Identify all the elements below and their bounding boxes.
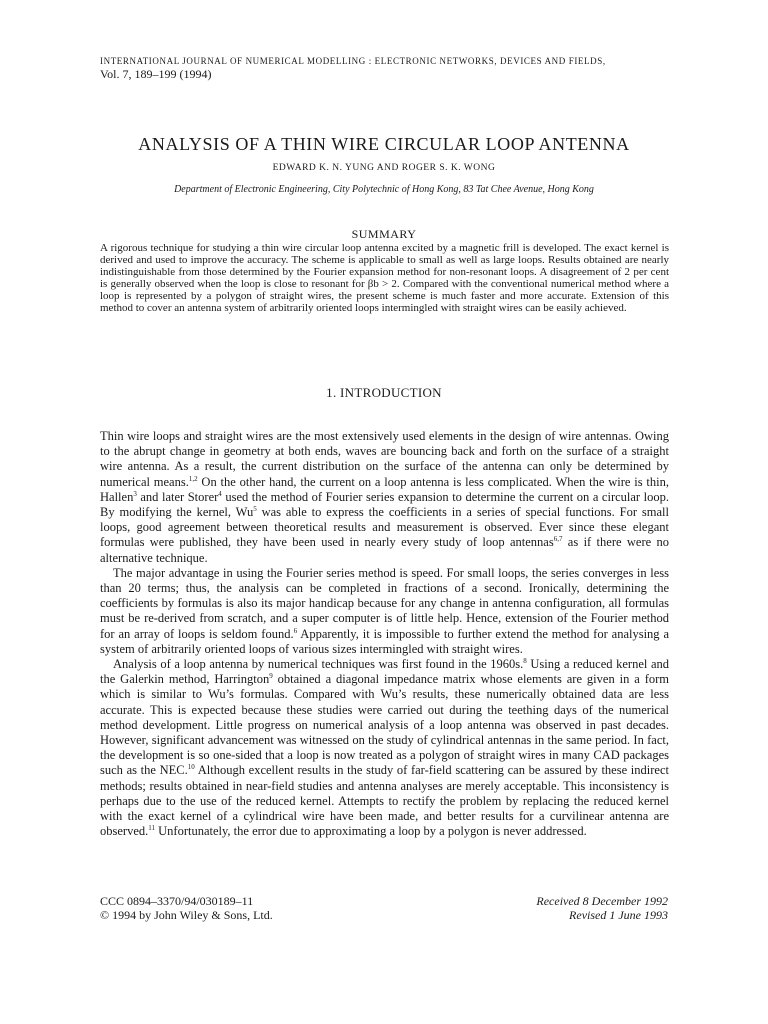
- text-run: obtained a diagonal impedance matrix whose elements are given in a form which is similar to Wu’s formulas. Compared with Wu’s results, these numerically obtained data are less accurate. This is expected because these studies were carried out during the teething days of the numerical method development. Little progress on numerical analysis of a loop antenna was observed in past decades. However, significant advancement was witnessed on the study of cylindrical antennas in the same period. In fact, the development is so one-sided that a loop is now treated as a polygon of straight wires in many CAD packages such as the NEC.: [100, 672, 669, 778]
- text-run: and later Storer: [136, 489, 219, 504]
- summary-text: A rigorous technique for studying a thin wire circular loop antenna excited by a magnetic frill is developed. The exact kernel is derived and used to improve the accuracy. The scheme is applicable to small as well as large loops. Results obtained are nearly indistinguishable from those determined by the Fourier expansion method for non-resonant loops. A disagreement of 2 per cent is generally observed when the loop is close to resonant for βb > 2. Compared with the conventional numerical method where a loop is represented by a polygon of straight wires, the present scheme is much faster and more accurate. Extension of this method to cover an antenna system of arbitrarily oriented loops intermingled with straight wires can be easily achieved.: [100, 242, 669, 314]
- intro-paragraph-2: [100, 566, 669, 657]
- text-run: was able to express the coefficients in a series of special functions. For small loops, good agreement between theoretical results and measurement is observed. Ever since these elegant formulas were published, they have been used in nearly every study of loop antennas: [100, 505, 669, 550]
- journal-name: INTERNATIONAL JOURNAL OF NUMERICAL MODELLING : ELECTRONIC NETWORKS, DEVICES AND FIELDS,: [100, 56, 606, 66]
- introduction-body: [100, 429, 669, 839]
- citation-ref: 10: [187, 763, 195, 772]
- text-run: The major advantage in using the Fourier series method is speed. For small loops, the series converges in less than 20 terms; thus, the analysis can be completed in fractions of a second. Ironically, determining the coefficients by formulas is also its major handicap because for any change in antenna configuration, all formulas must be re-derived from scratch, and a super computer is of little help. Hence, extension of the Fourier method for an array of loops is seldom found.: [100, 565, 669, 641]
- intro-paragraph-3: [100, 657, 669, 839]
- copyright-notice: © 1994 by John Wiley & Sons, Ltd.: [100, 908, 273, 922]
- text-run: Unfortunately, the error due to approximating a loop by a polygon is never addressed.: [155, 824, 587, 839]
- text-run: Apparently, it is impossible to further extend the method for analysing a system of arbitrarily oriented loops of various sizes intermingled with straight wires.: [100, 626, 670, 656]
- intro-paragraph-1: [100, 429, 669, 566]
- article-authors: EDWARD K. N. YUNG AND ROGER S. K. WONG: [272, 163, 496, 173]
- citation-ref: 8: [523, 657, 527, 666]
- received-date: Received 8 December 1992: [536, 894, 668, 908]
- citation-ref: 4: [218, 489, 222, 498]
- text-run: used the method of Fourier series expansion to determine the current on a circular loop. By modifying the kernel, Wu: [100, 489, 669, 520]
- citation-ref: 9: [269, 672, 273, 681]
- revised-date: Revised 1 June 1993: [569, 908, 668, 922]
- citation-ref: 5: [253, 505, 257, 514]
- author-affiliation: Department of Electronic Engineering, City Polytechnic of Hong Kong, 83 Tat Chee Avenue, Hong Kong: [174, 184, 594, 195]
- volume-info: Vol. 7, 189–199 (1994): [100, 67, 212, 81]
- section-heading-introduction: 1. INTRODUCTION: [326, 385, 442, 400]
- text-run: Using a reduced kernel and the Galerkin method, Harrington: [100, 657, 669, 687]
- citation-ref: 11: [148, 824, 155, 833]
- text-run: as if there were no alternative technique.: [100, 535, 669, 565]
- citation-ref: 1,2: [188, 474, 198, 483]
- citation-ref: 3: [133, 489, 137, 498]
- summary-heading: SUMMARY: [351, 227, 417, 241]
- citation-ref: 6,7: [553, 535, 563, 544]
- citation-ref: 6: [293, 626, 298, 635]
- article-title: ANALYSIS OF A THIN WIRE CIRCULAR LOOP ANTENNA: [138, 134, 630, 154]
- text-run: Analysis of a loop antenna by numerical techniques was first found in the 1960s.: [113, 657, 524, 672]
- ccc-code: CCC 0894–3370/94/030189–11: [100, 894, 254, 908]
- text-run: On the other hand, the current on a loop antenna is less complicated. When the wire is thin, Hallen: [100, 474, 669, 504]
- text-run: Thin wire loops and straight wires are the most extensively used elements in the design of wire antennas. Owing to the abrupt change in geometry at both ends, waves are bouncing back and forth on the surface of a straight wire antenna. As a result, the current distribution on the surface of the antenna can only be determined by numerical means.: [100, 429, 669, 489]
- text-run: Although excellent results in the study of far-field scattering can be assured by these indirect methods; results obtained in near-field studies and antenna analyses are merely acceptable. This inconsistency is perhaps due to the use of the reduced kernel. Attempts to rectify the problem by replacing the reduced kernel with the exact kernel of a cylindrical wire have been made, and better results for a curvilinear antenna are observed.: [100, 763, 669, 839]
